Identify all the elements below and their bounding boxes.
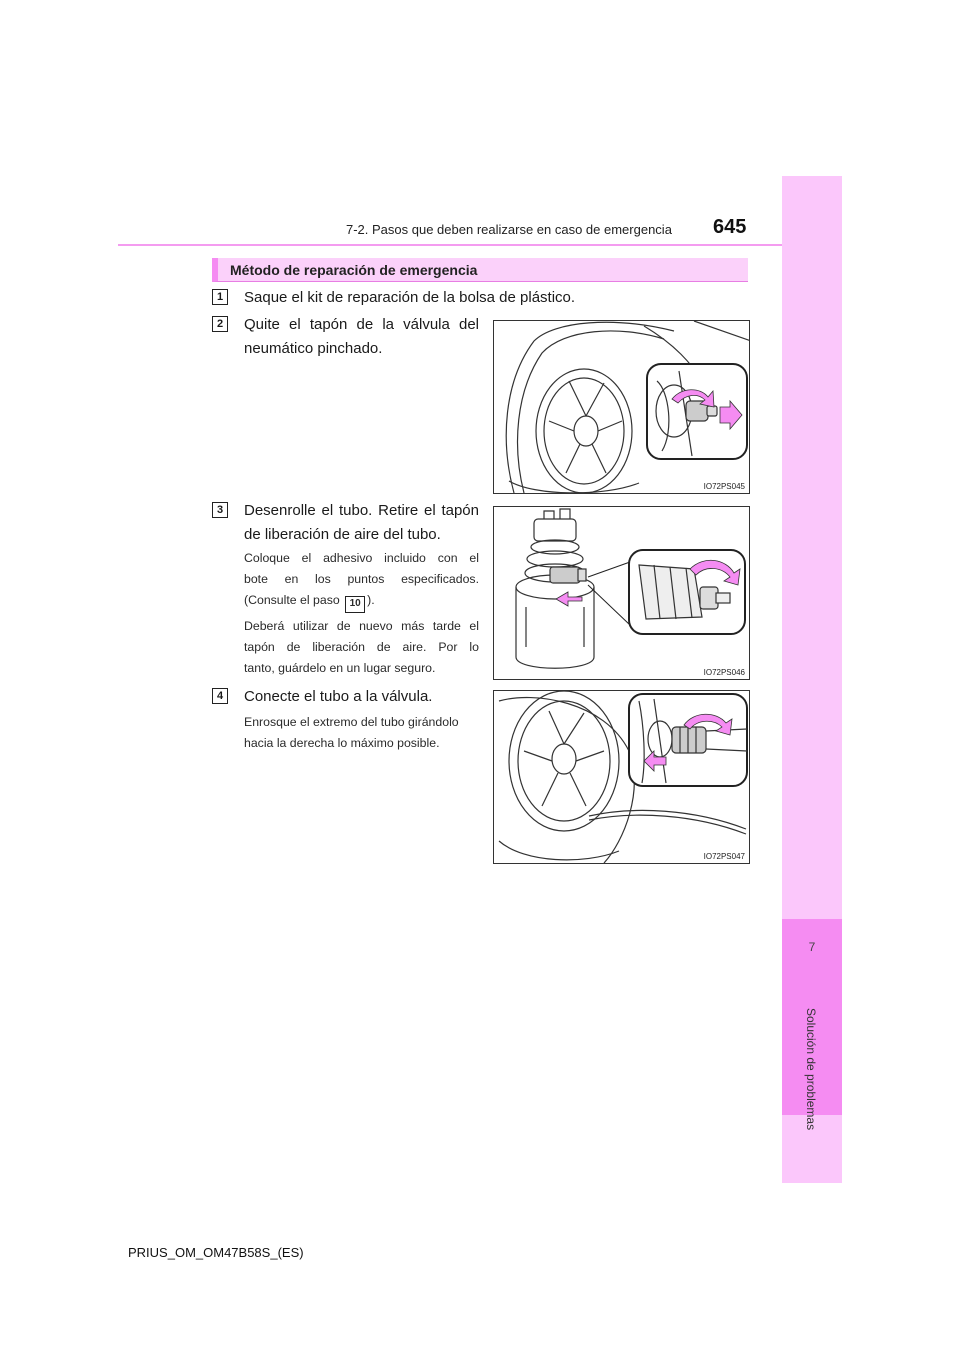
step-3-note2-line3: tanto, guárdelo en un lugar seguro. xyxy=(244,661,436,675)
step-3-text-line2: de liberación de aire del tubo. xyxy=(244,526,441,543)
hose-valve-illustration xyxy=(494,691,750,864)
figure-valve-cap xyxy=(493,320,750,494)
step-3-note1-line1: Coloque el adhesivo incluido con el xyxy=(244,551,479,565)
figure-air-release-cap xyxy=(493,506,750,680)
step-3-text-line1: Desenrolle el tubo. Retire el tapón xyxy=(244,502,479,519)
section-heading xyxy=(212,258,748,282)
figure-code-047: IO72PS047 xyxy=(703,852,745,861)
step-3-note1-line3 xyxy=(244,590,375,613)
page-number: 645 xyxy=(713,216,747,238)
figure-connect-hose xyxy=(493,690,750,864)
tire-valve-illustration xyxy=(494,321,750,494)
step-2-text-line1: Quite el tapón de la válvula del xyxy=(244,316,479,333)
header-title: 7-2. Pasos que deben realizarse en caso de emergencia xyxy=(346,222,672,237)
step-4-text: Conecte el tubo a la válvula. xyxy=(244,688,433,705)
section-heading-text: Método de reparación de emergencia xyxy=(230,262,478,278)
footer-document-code: PRIUS_OM_OM47B58S_(ES) xyxy=(128,1245,304,1260)
step-3-note2-line2: tapón de liberación de aire. Por lo xyxy=(244,640,479,654)
step-number-2: 2 xyxy=(212,316,228,332)
figure-code-046: IO72PS046 xyxy=(703,668,745,677)
step-reference-10[interactable]: 10 xyxy=(345,596,365,613)
step-1-text: Saque el kit de reparación de la bolsa de plástico. xyxy=(244,289,576,306)
chapter-label: Solución de problemas xyxy=(804,1008,818,1131)
header-rule xyxy=(118,244,840,246)
step-3-note1-line2: bote en los puntos especificados. xyxy=(244,572,479,586)
sealant-bottle-illustration xyxy=(494,507,750,680)
step-number-4: 4 xyxy=(212,688,228,704)
step-3-note1-pre: (Consulte el paso xyxy=(244,593,340,607)
chapter-number: 7 xyxy=(808,940,816,954)
chapter-label-wrap xyxy=(804,1008,838,1208)
step-2-text-line2: neumático pinchado. xyxy=(244,340,383,357)
step-4-note-line2: hacia la derecha lo máximo posible. xyxy=(244,736,440,750)
step-number-1: 1 xyxy=(212,289,228,305)
step-4-note-line1: Enrosque el extremo del tubo girándolo xyxy=(244,715,459,729)
figure-code-045: IO72PS045 xyxy=(703,482,745,491)
step-number-3: 3 xyxy=(212,502,228,518)
step-3-note1-post: ). xyxy=(367,593,375,607)
step-3-note2-line1: Deberá utilizar de nuevo más tarde el xyxy=(244,619,479,633)
